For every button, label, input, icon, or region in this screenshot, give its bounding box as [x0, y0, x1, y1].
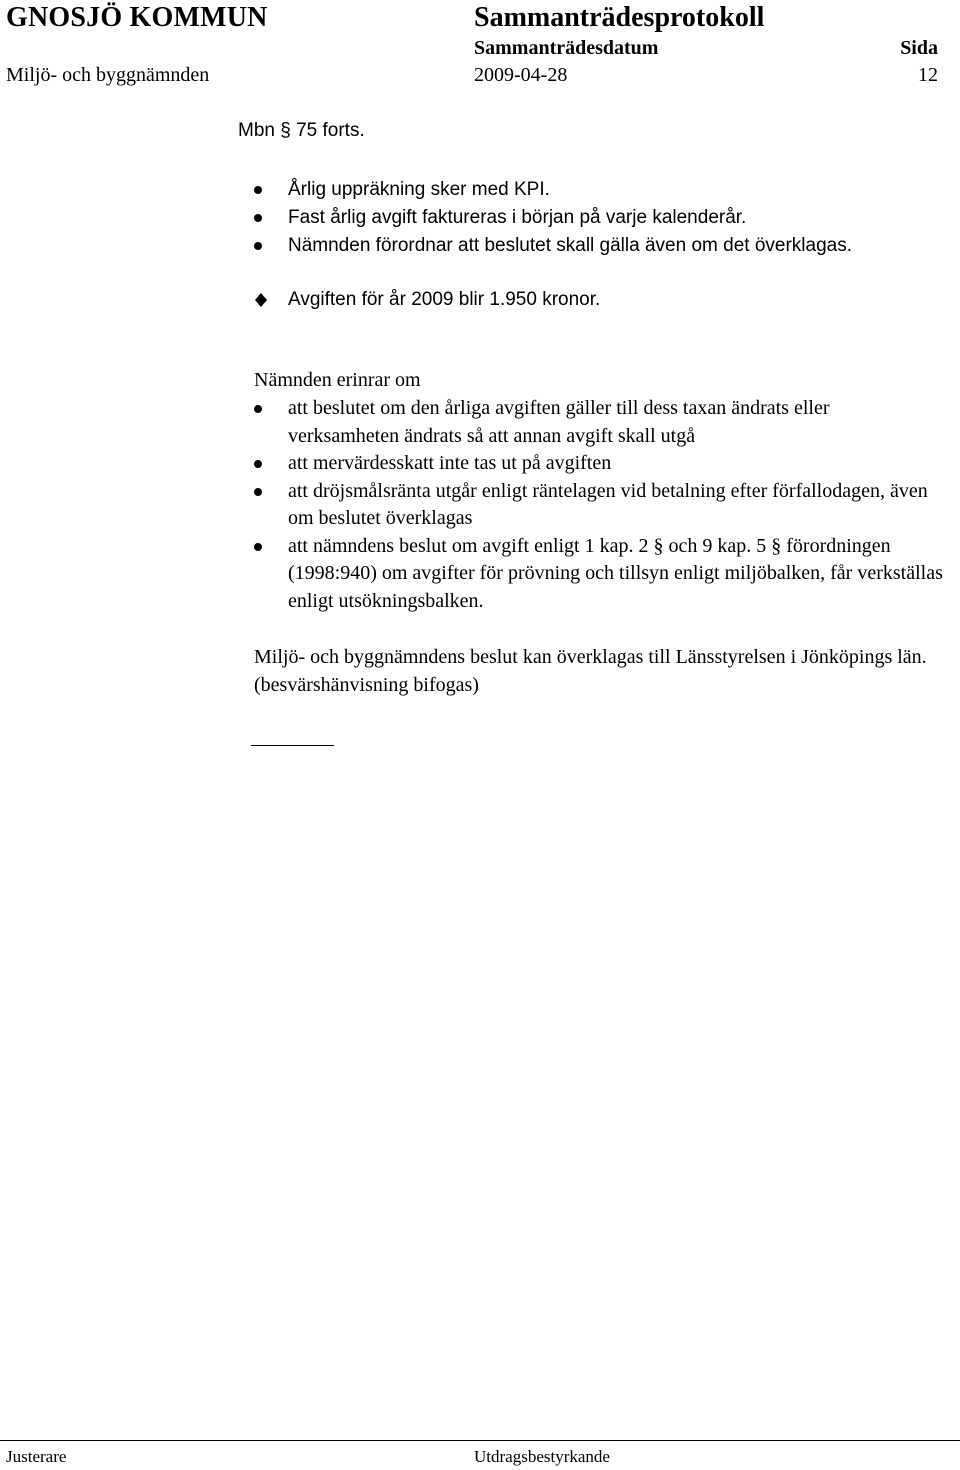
section-continuation: Mbn § 75 forts.	[238, 120, 365, 141]
list-item: att mervärdesskatt inte tas ut på avgiften	[254, 450, 944, 478]
bullet-icon	[254, 405, 262, 413]
bullet-icon	[254, 460, 262, 468]
list-item: Årlig uppräkning sker med KPI.	[254, 176, 934, 204]
bullet-icon	[254, 214, 262, 222]
meeting-date: 2009-04-28	[474, 64, 568, 86]
document-title: Sammanträdesprotokoll	[474, 2, 765, 33]
bullet-icon	[254, 543, 262, 551]
list-item: Nämnden förordnar att beslutet skall gälla även om det överklagas.	[254, 232, 934, 260]
bullet-icon	[254, 488, 262, 496]
page-label: Sida	[900, 37, 938, 59]
list-item: att dröjsmålsränta utgår enligt räntelagen vid betalning efter förfallodagen, även om beslutet överklagas	[254, 478, 944, 533]
reminder-intro: Nämnden erinrar om	[254, 369, 421, 391]
list-item: Fast årlig avgift faktureras i början på varje kalenderår.	[254, 204, 934, 232]
list-item: att beslutet om den årliga avgiften gäller till dess taxan ändrats eller verksamheten ändrats så att annan avgift skall utgå	[254, 395, 944, 450]
appeal-text: Miljö- och byggnämndens beslut kan överklagas till Länsstyrelsen i Jönköpings län. (besvärshänvisning bifogas)	[254, 646, 927, 696]
footer-certification-label: Utdragsbestyrkande	[474, 1447, 610, 1466]
list-item: att nämndens beslut om avgift enligt 1 kap. 2 § och 9 kap. 5 § förordningen (1998:940) om avgifter för prövning och tillsyn enligt miljöbalken, får verkställas enligt utsökningsbalken.	[254, 533, 944, 616]
fee-amount-line	[254, 286, 934, 314]
committee-name: Miljö- och byggnämnden	[6, 64, 210, 86]
reminder-list	[254, 395, 944, 615]
bullet-icon	[254, 186, 262, 194]
footer-adjuster-label: Justerare	[6, 1447, 67, 1466]
municipality-name: GNOSJÖ KOMMUN	[6, 2, 268, 33]
end-divider	[251, 745, 334, 746]
footer-divider	[0, 1440, 960, 1441]
fee-amount-text: Avgiften för år 2009 blir 1.950 kronor.	[288, 289, 601, 310]
page-number: 12	[918, 64, 938, 86]
fee-terms-list	[254, 176, 934, 260]
bullet-icon	[254, 242, 262, 250]
date-label: Sammanträdesdatum	[474, 37, 659, 59]
